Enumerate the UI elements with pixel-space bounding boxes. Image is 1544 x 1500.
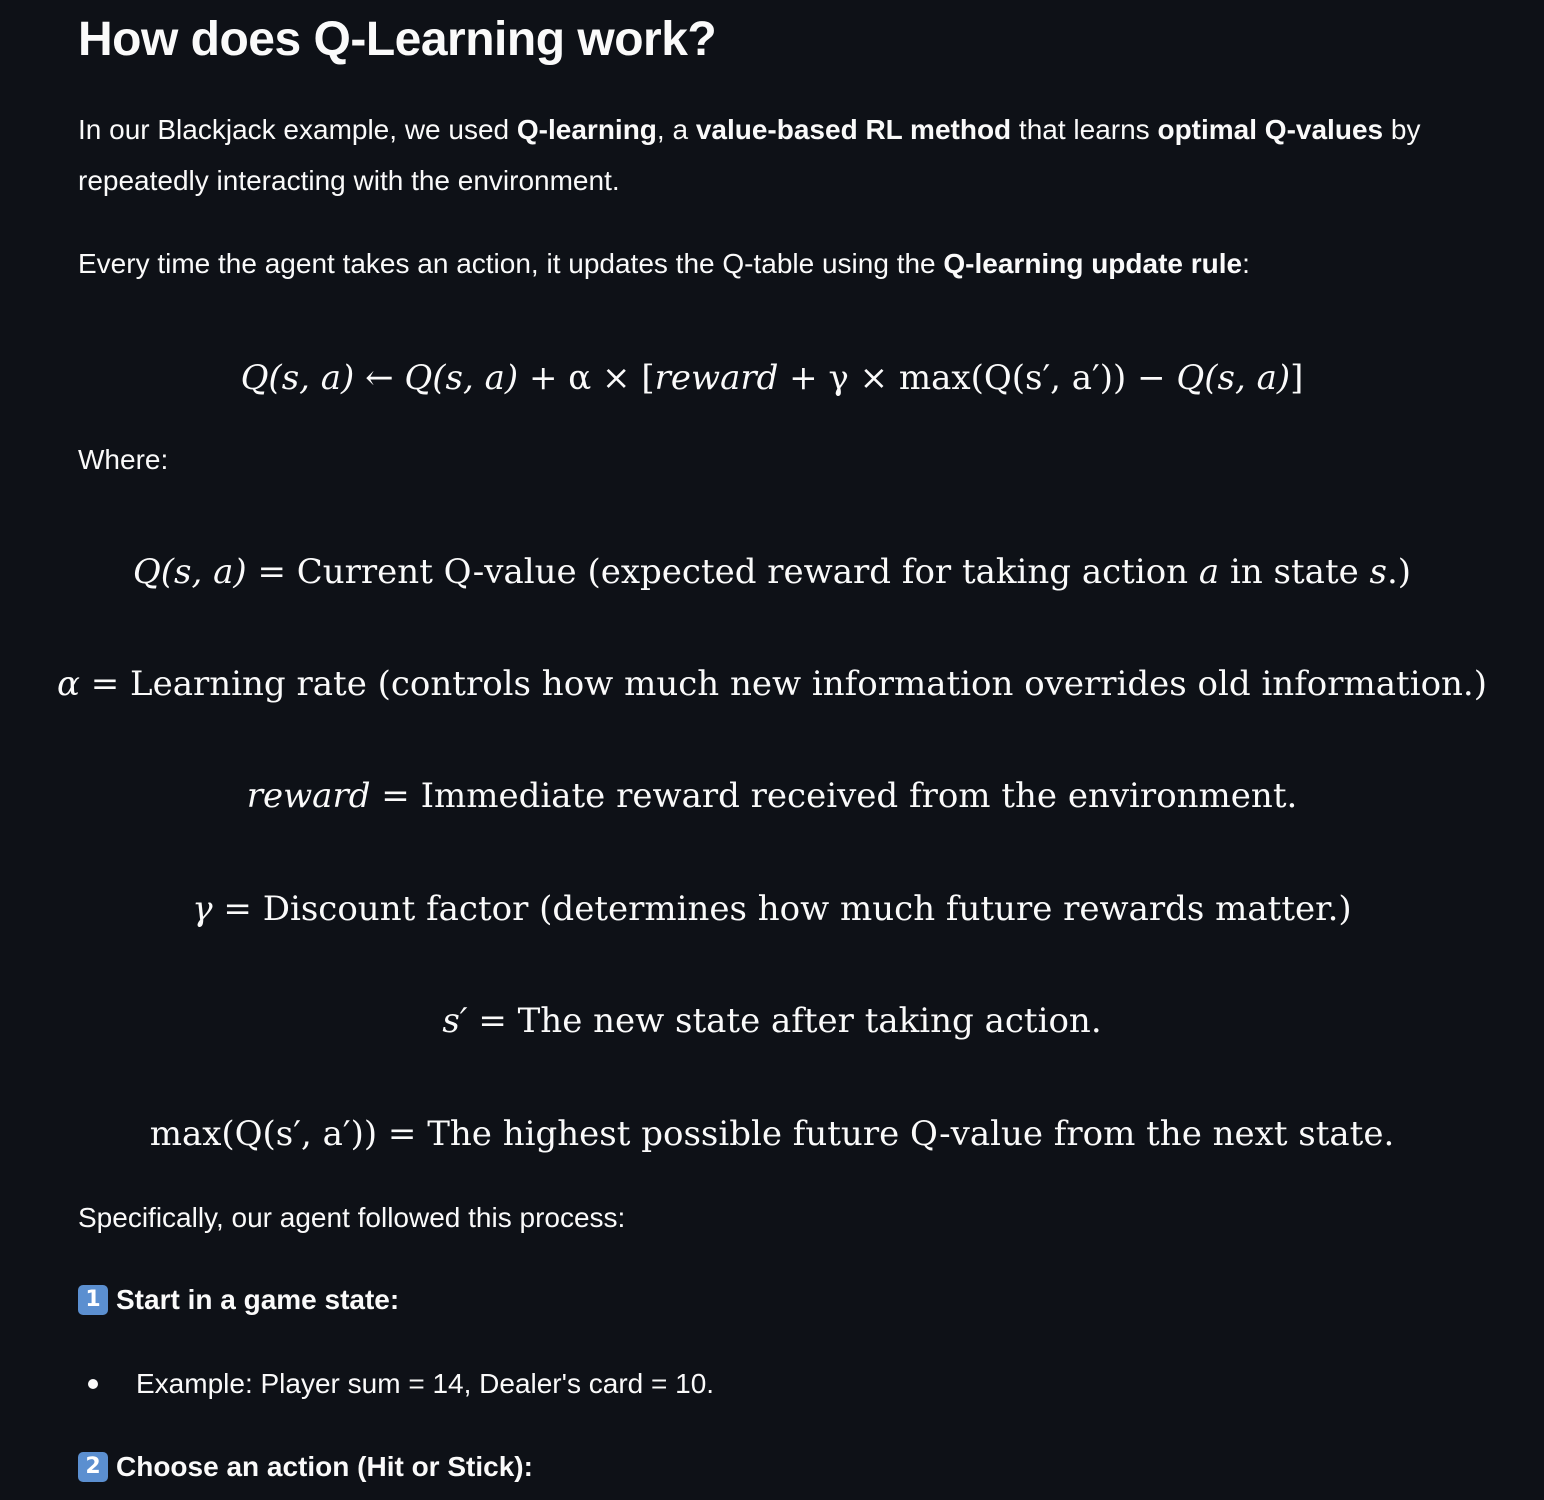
formula-q: Q(s, a)	[404, 358, 519, 398]
definition-max	[0, 1112, 1544, 1156]
def-reward-text: = Immediate reward received from the environment.	[370, 776, 1298, 816]
intro-text-2: , a	[656, 114, 696, 145]
def-sprime-text: = The new state after taking action.	[467, 1001, 1102, 1041]
def-q-text-1: = Current Q-value (expected reward for taking action	[246, 552, 1199, 592]
formula-lhs: Q(s, a)	[240, 358, 355, 398]
def-alpha-text: = Learning rate (controls how much new information overrides old information.)	[79, 664, 1488, 704]
intro-text-1: In our Blackjack example, we used	[78, 114, 517, 145]
def-q-a: a	[1198, 552, 1220, 592]
def-reward-symbol: reward	[246, 776, 371, 816]
def-sprime-symbol: s′	[442, 1001, 468, 1041]
bullet-icon	[88, 1379, 98, 1389]
def-gamma-text: = Discount factor (determines how much future rewards matter.)	[212, 889, 1352, 929]
formula-q2: Q(s, a)	[1176, 358, 1291, 398]
intro-bold-qlearning: Q-learning	[516, 114, 657, 145]
step-2	[78, 1447, 533, 1487]
def-q-text-2: in state	[1219, 552, 1370, 592]
formula-plus-alpha: + α × [	[518, 358, 655, 398]
def-q-s: s	[1369, 552, 1387, 592]
keycap-one-icon: 1	[78, 1285, 108, 1315]
step-2-label: Choose an action (Hit or Stick):	[116, 1451, 533, 1482]
definition-reward	[0, 774, 1544, 818]
process-intro: Specifically, our agent followed this process:	[78, 1202, 626, 1233]
def-max-text: = The highest possible future Q-value from the next state.	[377, 1114, 1395, 1154]
definition-sprime	[0, 999, 1544, 1043]
intro-text-4: by repeatedly interacting with the environment.	[78, 114, 1421, 196]
def-max-symbol: max(Q(s′, a′))	[149, 1114, 378, 1154]
formula-plus-gamma: + γ × max(Q(s′, a′)) −	[778, 358, 1177, 398]
formula-arrow: ←	[354, 358, 405, 398]
step-1	[78, 1280, 399, 1320]
definition-gamma	[0, 887, 1544, 931]
update-bold-rule: Q-learning update rule	[943, 248, 1243, 279]
where-label: Where:	[78, 444, 169, 475]
def-q-text-3: .)	[1387, 552, 1412, 592]
intro-bold-optimal: optimal Q-values	[1157, 114, 1384, 145]
update-rule-paragraph	[78, 238, 1488, 289]
definition-alpha	[0, 662, 1544, 706]
page-title: How does Q-Learning work?	[78, 13, 717, 66]
intro-text-3: that learns	[1011, 114, 1158, 145]
intro-bold-value-based: value-based RL method	[695, 114, 1012, 145]
update-text-2: :	[1242, 248, 1250, 279]
def-gamma-symbol: γ	[192, 889, 213, 929]
step-1-label: Start in a game state:	[116, 1284, 400, 1315]
list-item-text: Example: Player sum = 14, Dealer's card = 10.	[136, 1368, 715, 1399]
keycap-two-icon: 2	[78, 1452, 108, 1482]
def-alpha-symbol: α	[56, 664, 80, 704]
definition-q	[0, 550, 1544, 594]
def-q-symbol: Q(s, a)	[132, 552, 247, 592]
update-text-1: Every time the agent takes an action, it updates the Q-table using the	[78, 248, 944, 279]
list-item	[78, 1362, 714, 1406]
formula-close: ]	[1290, 358, 1304, 398]
formula-reward: reward	[654, 358, 779, 398]
q-learning-formula	[0, 356, 1544, 400]
intro-paragraph	[78, 104, 1488, 206]
